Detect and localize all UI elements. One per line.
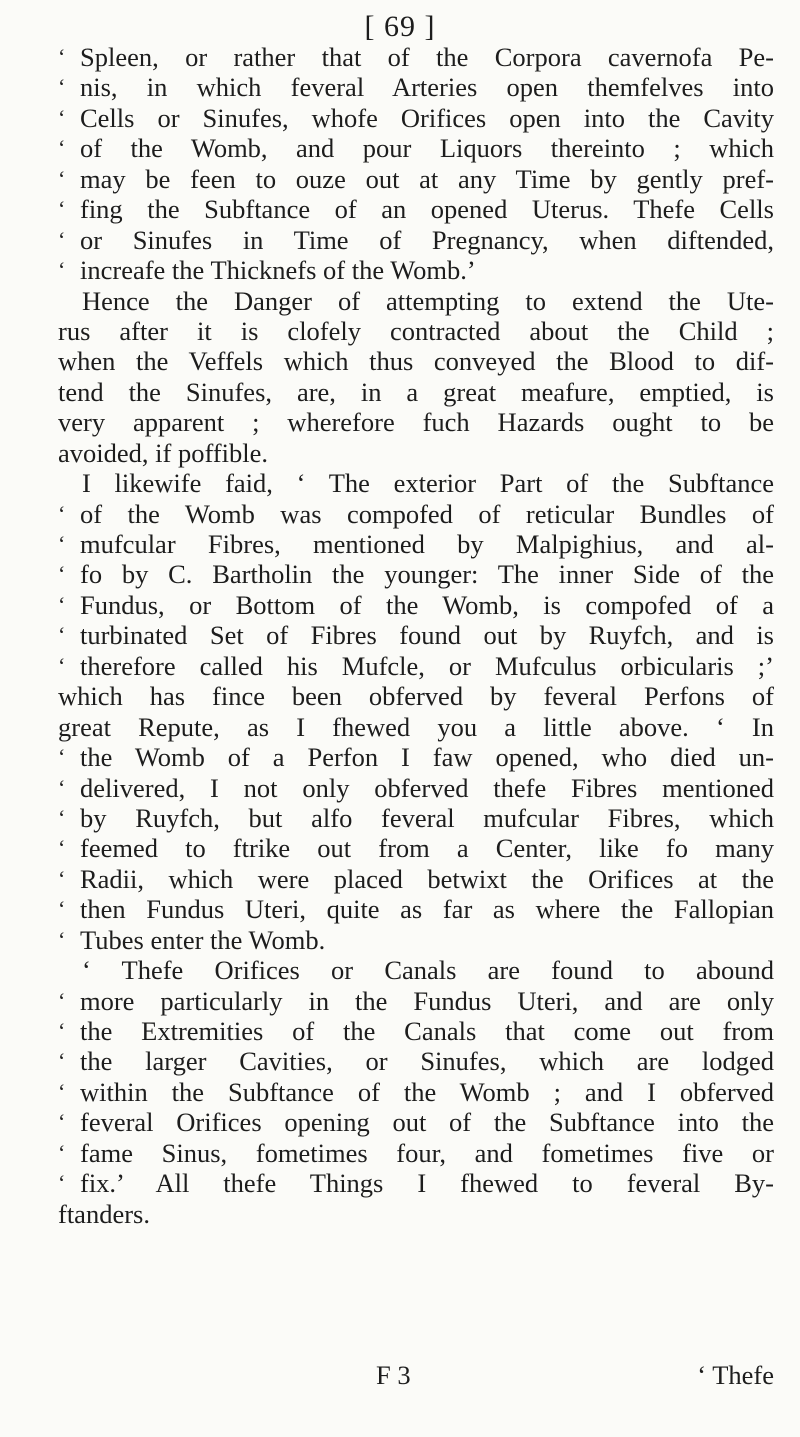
line-text: the Extremities of the Canals that come out from	[80, 1016, 774, 1046]
line-text: I likewife faid, ‘ The exterior Part of the Subftance	[82, 468, 774, 499]
margin-quote-mark: ‘	[58, 44, 66, 69]
line-text: ftanders.	[58, 1198, 150, 1229]
body-text	[58, 42, 774, 1229]
margin-quote-mark: ‘	[58, 1109, 66, 1135]
margin-quote-mark: ‘	[58, 926, 66, 952]
text-line	[58, 651, 774, 681]
line-text: Tubes enter the Womb.	[80, 924, 326, 955]
line-text: the Womb of a Perfon I faw opened, who died un-	[80, 742, 774, 773]
text-line	[58, 742, 774, 772]
signature-mark: F 3	[376, 1360, 411, 1390]
margin-quote-mark: ‘	[58, 165, 66, 191]
line-text: mufcular Fibres, mentioned by Malpighius, and al-	[80, 529, 774, 559]
text-line	[58, 833, 774, 863]
margin-quote-mark: ‘	[58, 1078, 66, 1104]
line-text: or Sinufes in Time of Pregnancy, when diftended,	[80, 224, 774, 255]
text-line	[58, 225, 774, 255]
text-line	[58, 42, 774, 72]
text-line	[58, 1138, 774, 1168]
line-text: which has fince been obferved by feveral Perfons of	[58, 681, 774, 712]
line-text: avoided, if poffible.	[58, 437, 268, 468]
margin-quote-mark: ‘	[58, 1170, 66, 1196]
text-line	[58, 1107, 774, 1137]
text-line	[58, 468, 774, 498]
text-line	[58, 72, 774, 102]
text-line	[58, 773, 774, 803]
line-text: feveral Orifices opening out of the Subftance into the	[80, 1107, 774, 1138]
text-line	[58, 1046, 774, 1076]
line-text: by Ruyfch, but alfo feveral mufcular Fibres, which	[80, 802, 774, 833]
margin-quote-mark: ‘	[58, 652, 66, 678]
text-line	[58, 346, 774, 376]
text-line	[58, 316, 774, 346]
line-text: of the Womb, and pour Liquors thereinto ; which	[80, 133, 774, 164]
text-line	[58, 1077, 774, 1107]
margin-quote-mark: ‘	[58, 1139, 66, 1165]
line-text: rus after it is clofely contracted about the Child ;	[58, 315, 774, 346]
text-line	[58, 864, 774, 894]
margin-quote-mark: ‘	[58, 531, 66, 556]
line-text: Radii, which were placed betwixt the Orifices at the	[80, 863, 774, 894]
page-number: [ 69 ]	[364, 10, 436, 43]
text-line	[58, 499, 774, 529]
line-text: feemed to ftrike out from a Center, like fo many	[80, 833, 774, 864]
line-text: great Repute, as I fhewed you a little above. ‘ In	[58, 711, 774, 742]
margin-quote-mark: ‘	[58, 257, 66, 283]
text-line	[58, 620, 774, 650]
line-text: therefore called his Mufcle, or Mufculus orbicularis ;’	[80, 650, 774, 681]
margin-quote-mark: ‘	[58, 1048, 66, 1074]
line-text: fing the Subftance of an opened Uterus. Thefe Cells	[80, 194, 774, 225]
margin-quote-mark: ‘	[58, 835, 66, 861]
line-text: more particularly in the Fundus Uteri, and are only	[80, 985, 774, 1016]
line-text: fo by C. Bartholin the younger: The inner Side of the	[80, 559, 774, 590]
line-text: Spleen, or rather that of the Corpora cavernofa Pe-	[80, 42, 774, 72]
line-text: the larger Cavities, or Sinufes, which are lodged	[80, 1046, 774, 1077]
margin-quote-mark: ‘	[58, 196, 66, 222]
line-text: Fundus, or Bottom of the Womb, is compofed of a	[80, 589, 774, 620]
text-line	[58, 925, 774, 955]
margin-quote-mark: ‘	[58, 135, 66, 161]
text-line	[58, 986, 774, 1016]
text-line	[58, 1168, 774, 1198]
page-footer	[58, 1360, 774, 1390]
line-text: Cells or Sinufes, whofe Orifices open into the Cavity	[80, 102, 774, 133]
text-line	[58, 894, 774, 924]
margin-quote-mark: ‘	[58, 1018, 66, 1043]
line-text: turbinated Set of Fibres found out by Ruyfch, and is	[80, 620, 774, 651]
line-text: within the Subftance of the Womb ; and I obferved	[80, 1076, 774, 1107]
line-text: delivered, I not only obferved thefe Fibres mentioned	[80, 772, 774, 803]
text-line	[58, 194, 774, 224]
line-text: of the Womb was compofed of reticular Bundles of	[80, 498, 774, 529]
line-text: tend the Sinufes, are, in a great meafure, emptied, is	[58, 376, 774, 407]
text-line	[58, 803, 774, 833]
margin-quote-mark: ‘	[58, 804, 66, 830]
margin-quote-mark: ‘	[58, 774, 66, 800]
line-text: when the Veffels which thus conveyed the Blood to dif-	[58, 346, 774, 377]
text-line	[58, 438, 774, 468]
text-line	[58, 712, 774, 742]
text-line	[58, 103, 774, 133]
text-line	[58, 559, 774, 589]
line-text: may be feen to ouze out at any Time by gently pref-	[80, 163, 774, 194]
line-text: Hence the Danger of attempting to extend the Ute-	[82, 285, 774, 316]
margin-quote-mark: ‘	[58, 226, 66, 252]
line-text: then Fundus Uteri, quite as far as where the Fallopian	[80, 894, 774, 925]
line-text: nis, in which feveral Arteries open themfelves into	[80, 72, 774, 103]
margin-quote-mark: ‘	[58, 896, 66, 922]
margin-quote-mark: ‘	[58, 104, 66, 130]
margin-quote-mark: ‘	[58, 622, 66, 648]
text-line	[58, 955, 774, 985]
text-line	[58, 407, 774, 437]
text-line	[58, 286, 774, 316]
margin-quote-mark: ‘	[58, 591, 66, 617]
line-text: increafe the Thicknefs of the Womb.’	[80, 255, 476, 286]
text-line	[58, 590, 774, 620]
text-line	[58, 1199, 774, 1229]
text-line	[58, 681, 774, 711]
margin-quote-mark: ‘	[58, 987, 66, 1013]
line-text: fix.’ All thefe Things I fhewed to feveral By-	[80, 1168, 774, 1199]
text-line	[58, 529, 774, 559]
margin-quote-mark: ‘	[58, 74, 66, 100]
text-line	[58, 164, 774, 194]
margin-quote-mark: ‘	[58, 744, 66, 770]
margin-quote-mark: ‘	[58, 865, 66, 891]
line-text: fame Sinus, fometimes four, and fometimes five or	[80, 1137, 774, 1168]
text-line	[58, 133, 774, 163]
text-line	[58, 377, 774, 407]
text-line	[58, 255, 774, 285]
margin-quote-mark: ‘	[58, 561, 66, 587]
catchword: ‘ Thefe	[697, 1360, 774, 1390]
text-line	[58, 1016, 774, 1046]
margin-quote-mark: ‘	[58, 500, 66, 526]
line-text: very apparent ; wherefore fuch Hazards ought to be	[58, 407, 774, 438]
line-text: ‘ Thefe Orifices or Canals are found to abound	[82, 955, 774, 986]
